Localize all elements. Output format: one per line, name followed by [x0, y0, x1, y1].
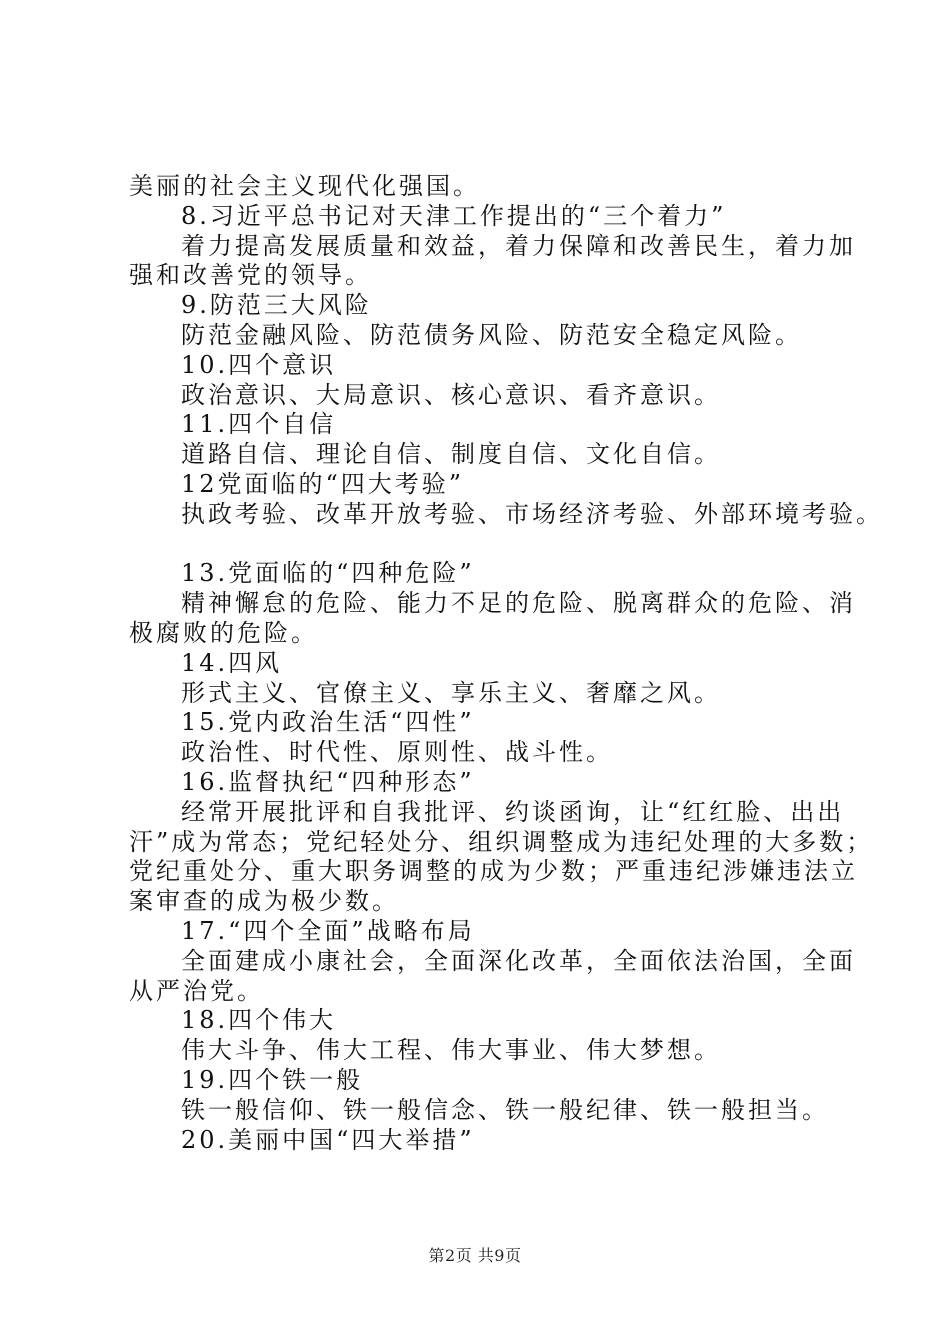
text-line: 政治性、时代性、原则性、战斗性。 [181, 738, 613, 767]
text-line: 案审查的成为极少数。 [129, 887, 399, 916]
text-line: 全面建成小康社会，全面深化改革，全面依法治国，全面 [181, 946, 856, 975]
document-body [129, 172, 883, 1155]
text-line: 17.“四个全面”战略布局 [181, 916, 475, 945]
text-line: 13.党面临的“四种危险” [181, 559, 475, 588]
text-line: 18.四个伟大 [181, 1006, 337, 1035]
text-line: 经常开展批评和自我批评、约谈函询，让“红红脸、出出 [181, 797, 845, 826]
text-line: 极腐败的危险。 [129, 618, 318, 647]
text-line: 形式主义、官僚主义、享乐主义、奢靡之风。 [181, 678, 721, 707]
text-line: 从严治党。 [129, 976, 264, 1005]
text-line: 11.四个自信 [181, 410, 337, 439]
text-line: 执政考验、改革开放考验、市场经济考验、外部环境考验。 [181, 499, 883, 528]
blank-line [129, 530, 835, 560]
text-line: 16.监督执纪“四种形态” [181, 767, 475, 796]
text-line: 14.四风 [181, 648, 283, 677]
text-line: 美丽的社会主义现代化强国。 [129, 172, 480, 200]
text-line: 党纪重处分、重大职务调整的成为少数；严重违纪涉嫌违法立 [129, 857, 858, 886]
text-line: 着力提高发展质量和效益，着力保障和改善民生，着力加 [181, 231, 856, 260]
text-line: 10.四个意识 [181, 350, 337, 379]
text-line: 9.防范三大风险 [181, 291, 372, 320]
text-line: 汗”成为常态；党纪轻处分、组织调整成为违纪处理的大多数； [129, 827, 874, 856]
text-line: 道路自信、理论自信、制度自信、文化自信。 [181, 440, 721, 469]
text-line: 伟大斗争、伟大工程、伟大事业、伟大梦想。 [181, 1036, 721, 1065]
text-line: 20.美丽中国“四大举措” [181, 1125, 475, 1154]
text-line: 19.四个铁一般 [181, 1065, 364, 1094]
text-line: 8.习近平总书记对天津工作提出的“三个着力” [181, 201, 727, 230]
text-line: 铁一般信仰、铁一般信念、铁一般纪律、铁一般担当。 [181, 1095, 829, 1124]
page-footer: 第2页 共9页 [428, 1246, 522, 1265]
text-line: 防范金融风险、防范债务风险、防范安全稳定风险。 [181, 320, 802, 349]
text-line: 15.党内政治生活“四性” [181, 708, 475, 737]
text-line: 12党面临的“四大考验” [181, 469, 465, 498]
text-line: 强和改善党的领导。 [129, 261, 372, 290]
text-line: 精神懈怠的危险、能力不足的危险、脱离群众的危险、消 [181, 589, 856, 618]
text-line: 政治意识、大局意识、核心意识、看齐意识。 [181, 380, 721, 409]
